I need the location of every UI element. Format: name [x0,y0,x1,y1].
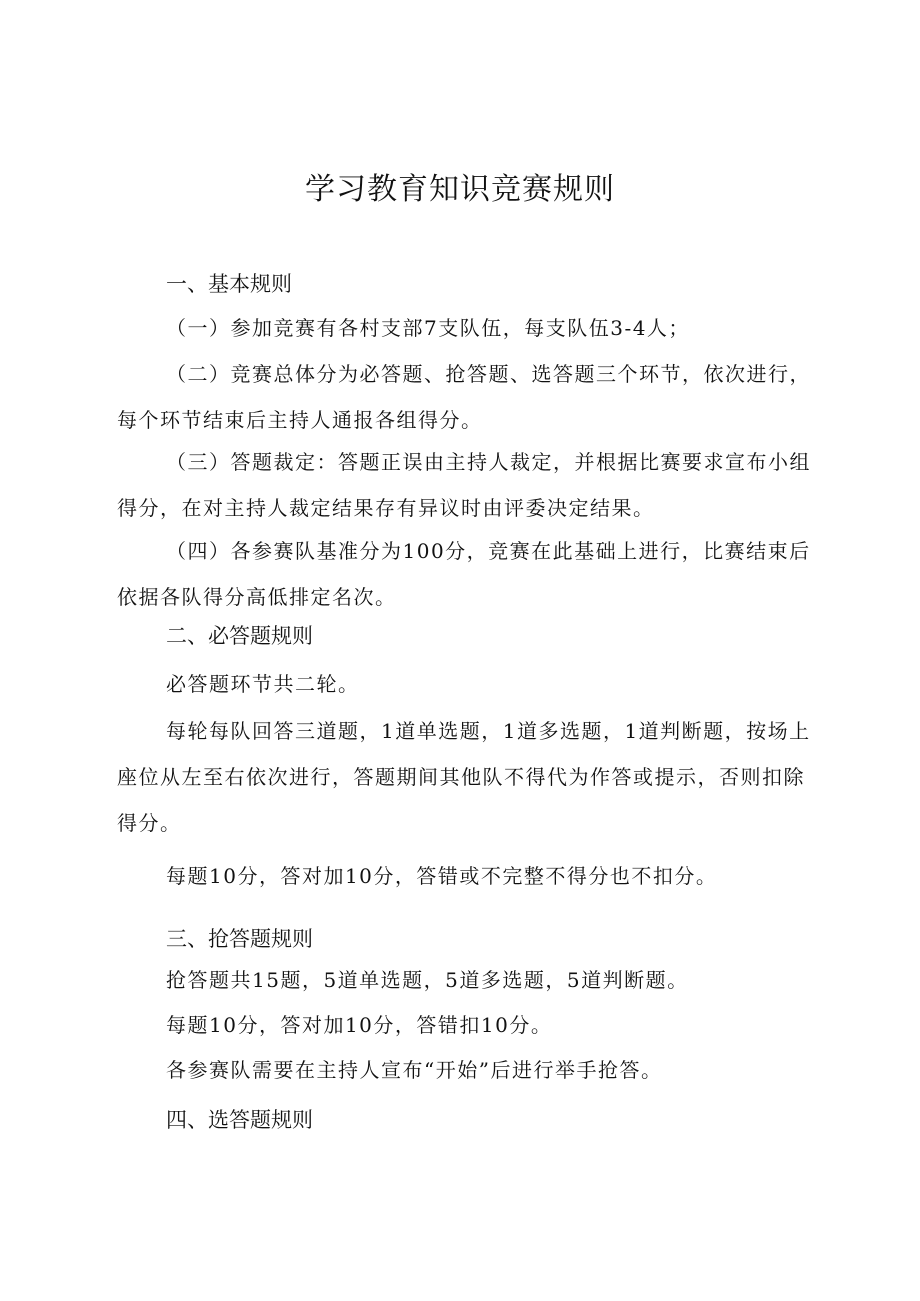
paragraph-rush-2: 每题10分，答对加10分，答错扣10分。 [166,1013,553,1037]
paragraph-rush-1: 抢答题共15题，5道单选题，5道多选题，5道判断题。 [166,968,689,992]
section-heading-optional-questions: 四、选答题规则 [166,1108,313,1132]
paragraph-rush-3: 各参赛队需要在主持人宣布“开始”后进行举手抢答。 [166,1058,663,1082]
section-heading-required-questions: 二、必答题规则 [166,624,313,648]
paragraph-basic-rule-1: （一）参加竞赛有各村支部7支队伍，每支队伍3-4人； [166,316,690,340]
paragraph-required-1: 必答题环节共二轮。 [166,672,360,696]
section-heading-basic-rules: 一、基本规则 [166,272,292,296]
paragraph-basic-rule-4: （四）各参赛队基准分为100分，竞赛在此基础上进行，比赛结束后依据各队得分高低排定名次。 [117,539,811,609]
page-title: 学习教育知识竞赛规则 [305,172,615,207]
paragraph-required-2: 每轮每队回答三道题，1道单选题，1道多选题，1道判断题，按场上座位从左至右依次进行，答题期间其他队不得代为作答或提示，否则扣除得分。 [117,719,811,835]
paragraph-basic-rule-3: （三）答题裁定：答题正误由主持人裁定，并根据比赛要求宣布小组得分，在对主持人裁定结果存有异议时由评委决定结果。 [117,450,811,520]
section-heading-rush-answer: 三、抢答题规则 [166,927,313,951]
paragraph-required-3: 每题10分，答对加10分，答错或不完整不得分也不扣分。 [166,864,718,888]
paragraph-basic-rule-2: （二）竞赛总体分为必答题、抢答题、选答题三个环节，依次进行，每个环节结束后主持人通报各组得分。 [117,362,811,432]
